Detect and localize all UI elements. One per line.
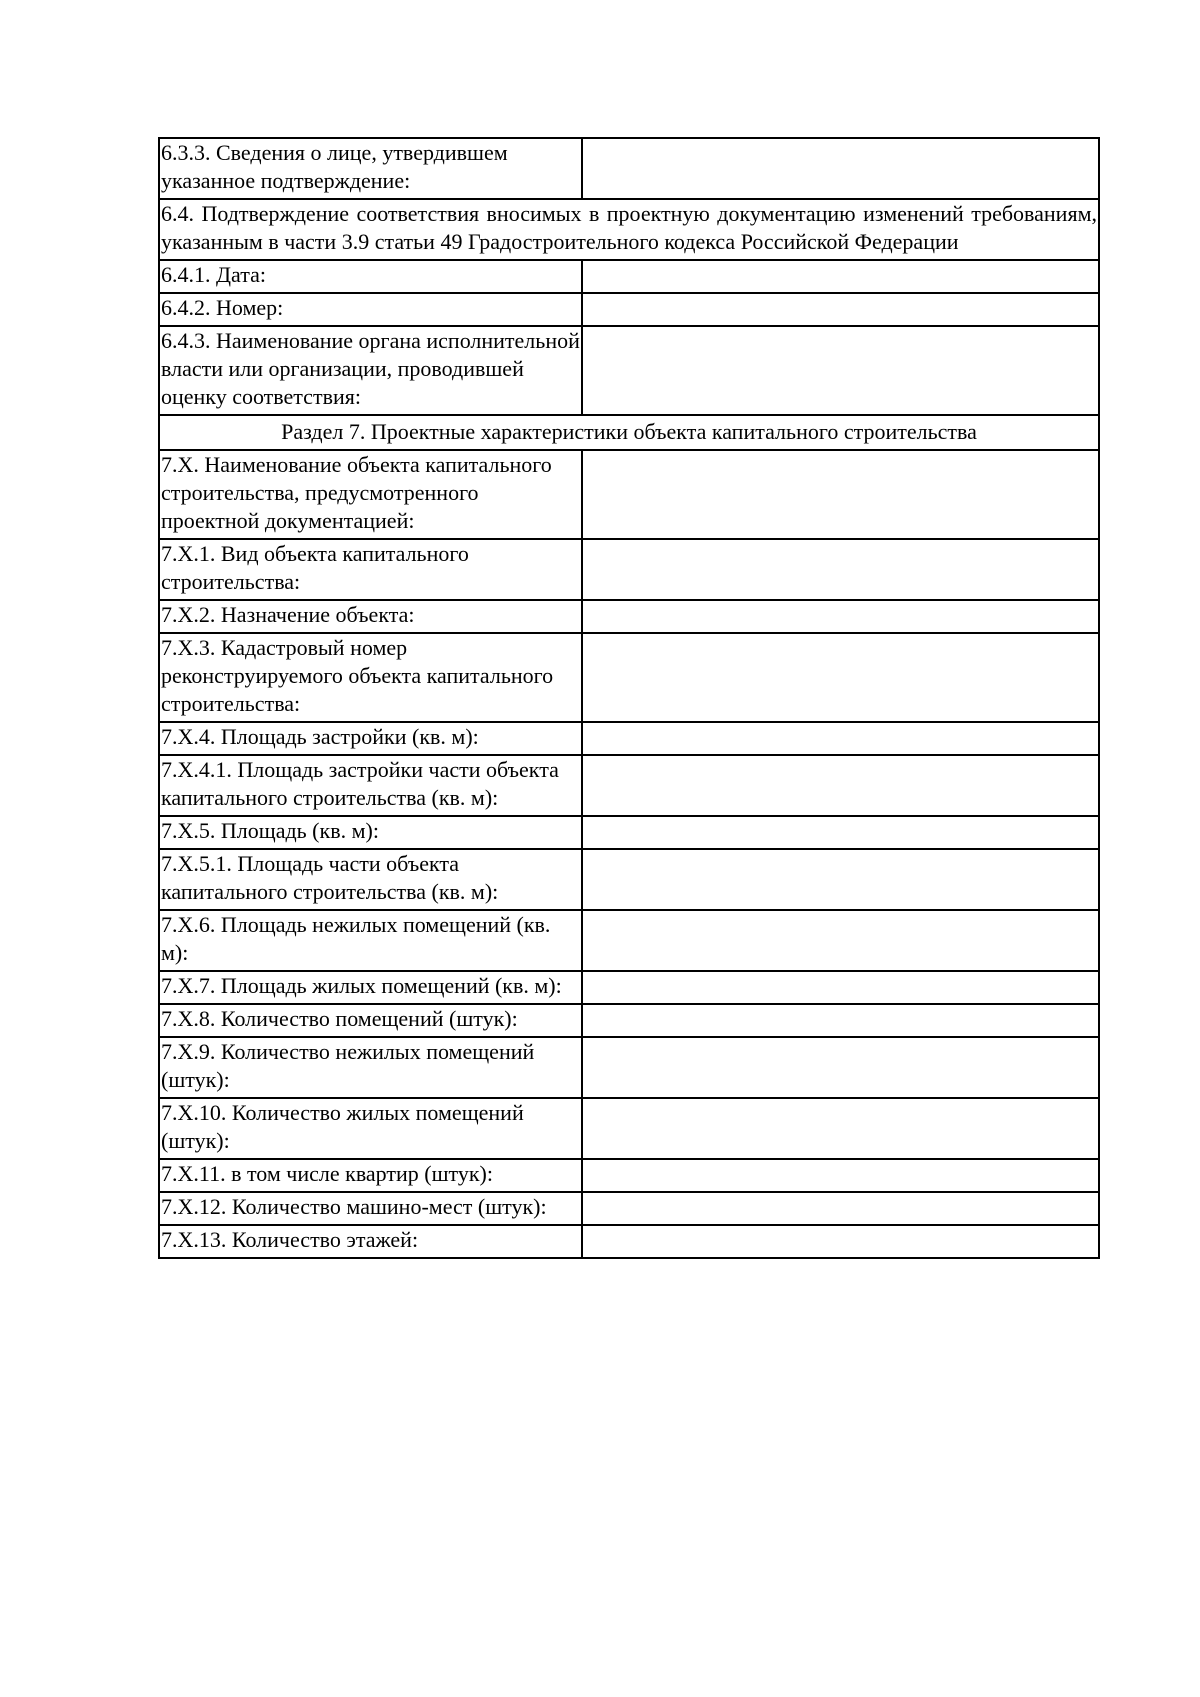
field-label: 7.X.12. Количество машино-мест (штук): [159, 1192, 582, 1225]
form-row [159, 722, 1099, 755]
field-label: 6.4.3. Наименование органа исполнительной власти или организации, проводившей оценку соответствия: [159, 326, 582, 415]
form-row [159, 293, 1099, 326]
field-label: 7.X.6. Площадь нежилых помещений (кв. м): [159, 910, 582, 971]
form-row [159, 138, 1099, 199]
form-row [159, 633, 1099, 722]
form-row [159, 849, 1099, 910]
field-label: 7.X.1. Вид объекта капитального строительства: [159, 539, 582, 600]
subsection-title: 6.4. Подтверждение соответствия вносимых в проектную документацию изменений требованиям, указанным в части 3.9 статьи 49 Градостроительного кодекса Российской Федерации [159, 199, 1099, 260]
field-label: 7.X.13. Количество этажей: [159, 1225, 582, 1258]
field-value-cell[interactable] [582, 1037, 1099, 1098]
form-row [159, 1159, 1099, 1192]
form-row [159, 260, 1099, 293]
field-label: 7.X.4.1. Площадь застройки части объекта капитального строительства (кв. м): [159, 755, 582, 816]
field-label: 7.X.8. Количество помещений (штук): [159, 1004, 582, 1037]
field-value-cell[interactable] [582, 326, 1099, 415]
field-label: 7.X.4. Площадь застройки (кв. м): [159, 722, 582, 755]
form-row [159, 1225, 1099, 1258]
field-label: 7.X.7. Площадь жилых помещений (кв. м): [159, 971, 582, 1004]
field-label: 7.X.10. Количество жилых помещений (штук): [159, 1098, 582, 1159]
field-value-cell[interactable] [582, 971, 1099, 1004]
form-row [159, 971, 1099, 1004]
field-label: 7.X.11. в том числе квартир (штук): [159, 1159, 582, 1192]
form-row [159, 1037, 1099, 1098]
field-value-cell[interactable] [582, 722, 1099, 755]
form-row [159, 1098, 1099, 1159]
field-value-cell[interactable] [582, 1159, 1099, 1192]
section-heading-row [159, 415, 1099, 450]
field-label: 7.X.3. Кадастровый номер реконструируемого объекта капитального строительства: [159, 633, 582, 722]
section-heading: Раздел 7. Проектные характеристики объекта капитального строительства [159, 415, 1099, 450]
form-row [159, 326, 1099, 415]
field-value-cell[interactable] [582, 1225, 1099, 1258]
field-value-cell[interactable] [582, 910, 1099, 971]
form-row [159, 1004, 1099, 1037]
field-value-cell[interactable] [582, 755, 1099, 816]
field-label: 7.X. Наименование объекта капитального строительства, предусмотренного проектной документацией: [159, 450, 582, 539]
field-label: 6.3.3. Сведения о лице, утвердившем указанное подтверждение: [159, 138, 582, 199]
field-value-cell[interactable] [582, 138, 1099, 199]
field-value-cell[interactable] [582, 1004, 1099, 1037]
field-label: 6.4.1. Дата: [159, 260, 582, 293]
form-body [159, 138, 1099, 1258]
field-label: 6.4.2. Номер: [159, 293, 582, 326]
field-label: 7.X.9. Количество нежилых помещений (штук): [159, 1037, 582, 1098]
form-row [159, 1192, 1099, 1225]
form-row [159, 600, 1099, 633]
field-value-cell[interactable] [582, 816, 1099, 849]
field-value-cell[interactable] [582, 260, 1099, 293]
field-value-cell[interactable] [582, 450, 1099, 539]
form-row [159, 910, 1099, 971]
field-value-cell[interactable] [582, 1192, 1099, 1225]
field-label: 7.X.5.1. Площадь части объекта капитального строительства (кв. м): [159, 849, 582, 910]
field-value-cell[interactable] [582, 633, 1099, 722]
subsection-row [159, 199, 1099, 260]
form-row [159, 755, 1099, 816]
form-row [159, 539, 1099, 600]
field-value-cell[interactable] [582, 1098, 1099, 1159]
form-row [159, 450, 1099, 539]
field-value-cell[interactable] [582, 293, 1099, 326]
form-table [158, 137, 1100, 1259]
field-label: 7.X.5. Площадь (кв. м): [159, 816, 582, 849]
field-value-cell[interactable] [582, 539, 1099, 600]
form-row [159, 816, 1099, 849]
field-label: 7.X.2. Назначение объекта: [159, 600, 582, 633]
field-value-cell[interactable] [582, 849, 1099, 910]
field-value-cell[interactable] [582, 600, 1099, 633]
